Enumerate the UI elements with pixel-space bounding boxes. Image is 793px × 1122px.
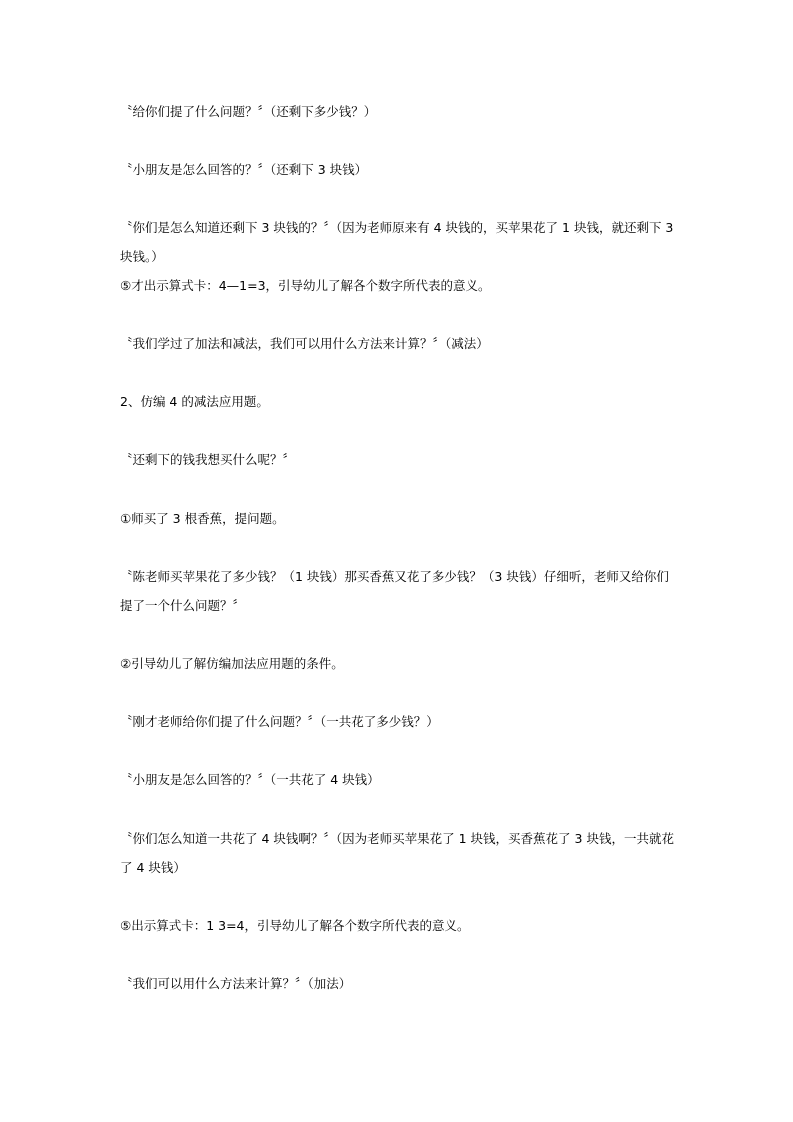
paragraph-5: 〝我们学过了加法和减法，我们可以用什么方法来计算？〞（减法） — [120, 336, 489, 351]
paragraph-10: ②引导幼儿了解仿编加法应用题的条件。 — [120, 656, 344, 671]
paragraph-12: 〝小朋友是怎么回答的？〞（一共花了 4 块钱） — [120, 772, 380, 787]
paragraph-13: 〝你们怎么知道一共花了 4 块钱啊？〞（因为老师买苹果花了 1 块钱，买香蕉花了 3 块钱，一共就花了 4 块钱） — [120, 831, 674, 875]
paragraph-3: 〝你们是怎么知道还剩下 3 块钱的？〞（因为老师原来有 4 块钱的，买苹果花了 1 块钱，就还剩下 3 块钱。） — [120, 220, 674, 264]
paragraph-1: 〝给你们提了什么问题？〞（还剩下多少钱？） — [120, 104, 377, 119]
paragraph-2: 〝小朋友是怎么回答的？〞（还剩下 3 块钱） — [120, 162, 368, 177]
paragraph-7: 〝还剩下的钱我想买什么呢？〞 — [120, 452, 296, 467]
paragraph-8: ①师买了 3 根香蕉，提问题。 — [120, 511, 285, 526]
paragraph-6: 2、仿编 4 的减法应用题。 — [120, 394, 269, 409]
paragraph-14: ⑤出示算式卡：1 3=4，引导幼儿了解各个数字所代表的意义。 — [120, 918, 470, 933]
paragraph-11: 〝刚才老师给你们提了什么问题？〞（一共花了多少钱？） — [120, 714, 439, 729]
paragraph-4: ⑤才出示算式卡：4—1=3，引导幼儿了解各个数字所代表的意义。 — [120, 278, 491, 293]
paragraph-15: 〝我们可以用什么方法来计算？〞（加法） — [120, 976, 352, 991]
paragraph-9: 〝陈老师买苹果花了多少钱？（1 块钱）那买香蕉又花了多少钱？（3 块钱）仔细听，老师又给你们提了一个什么问题？〞 — [120, 569, 669, 613]
